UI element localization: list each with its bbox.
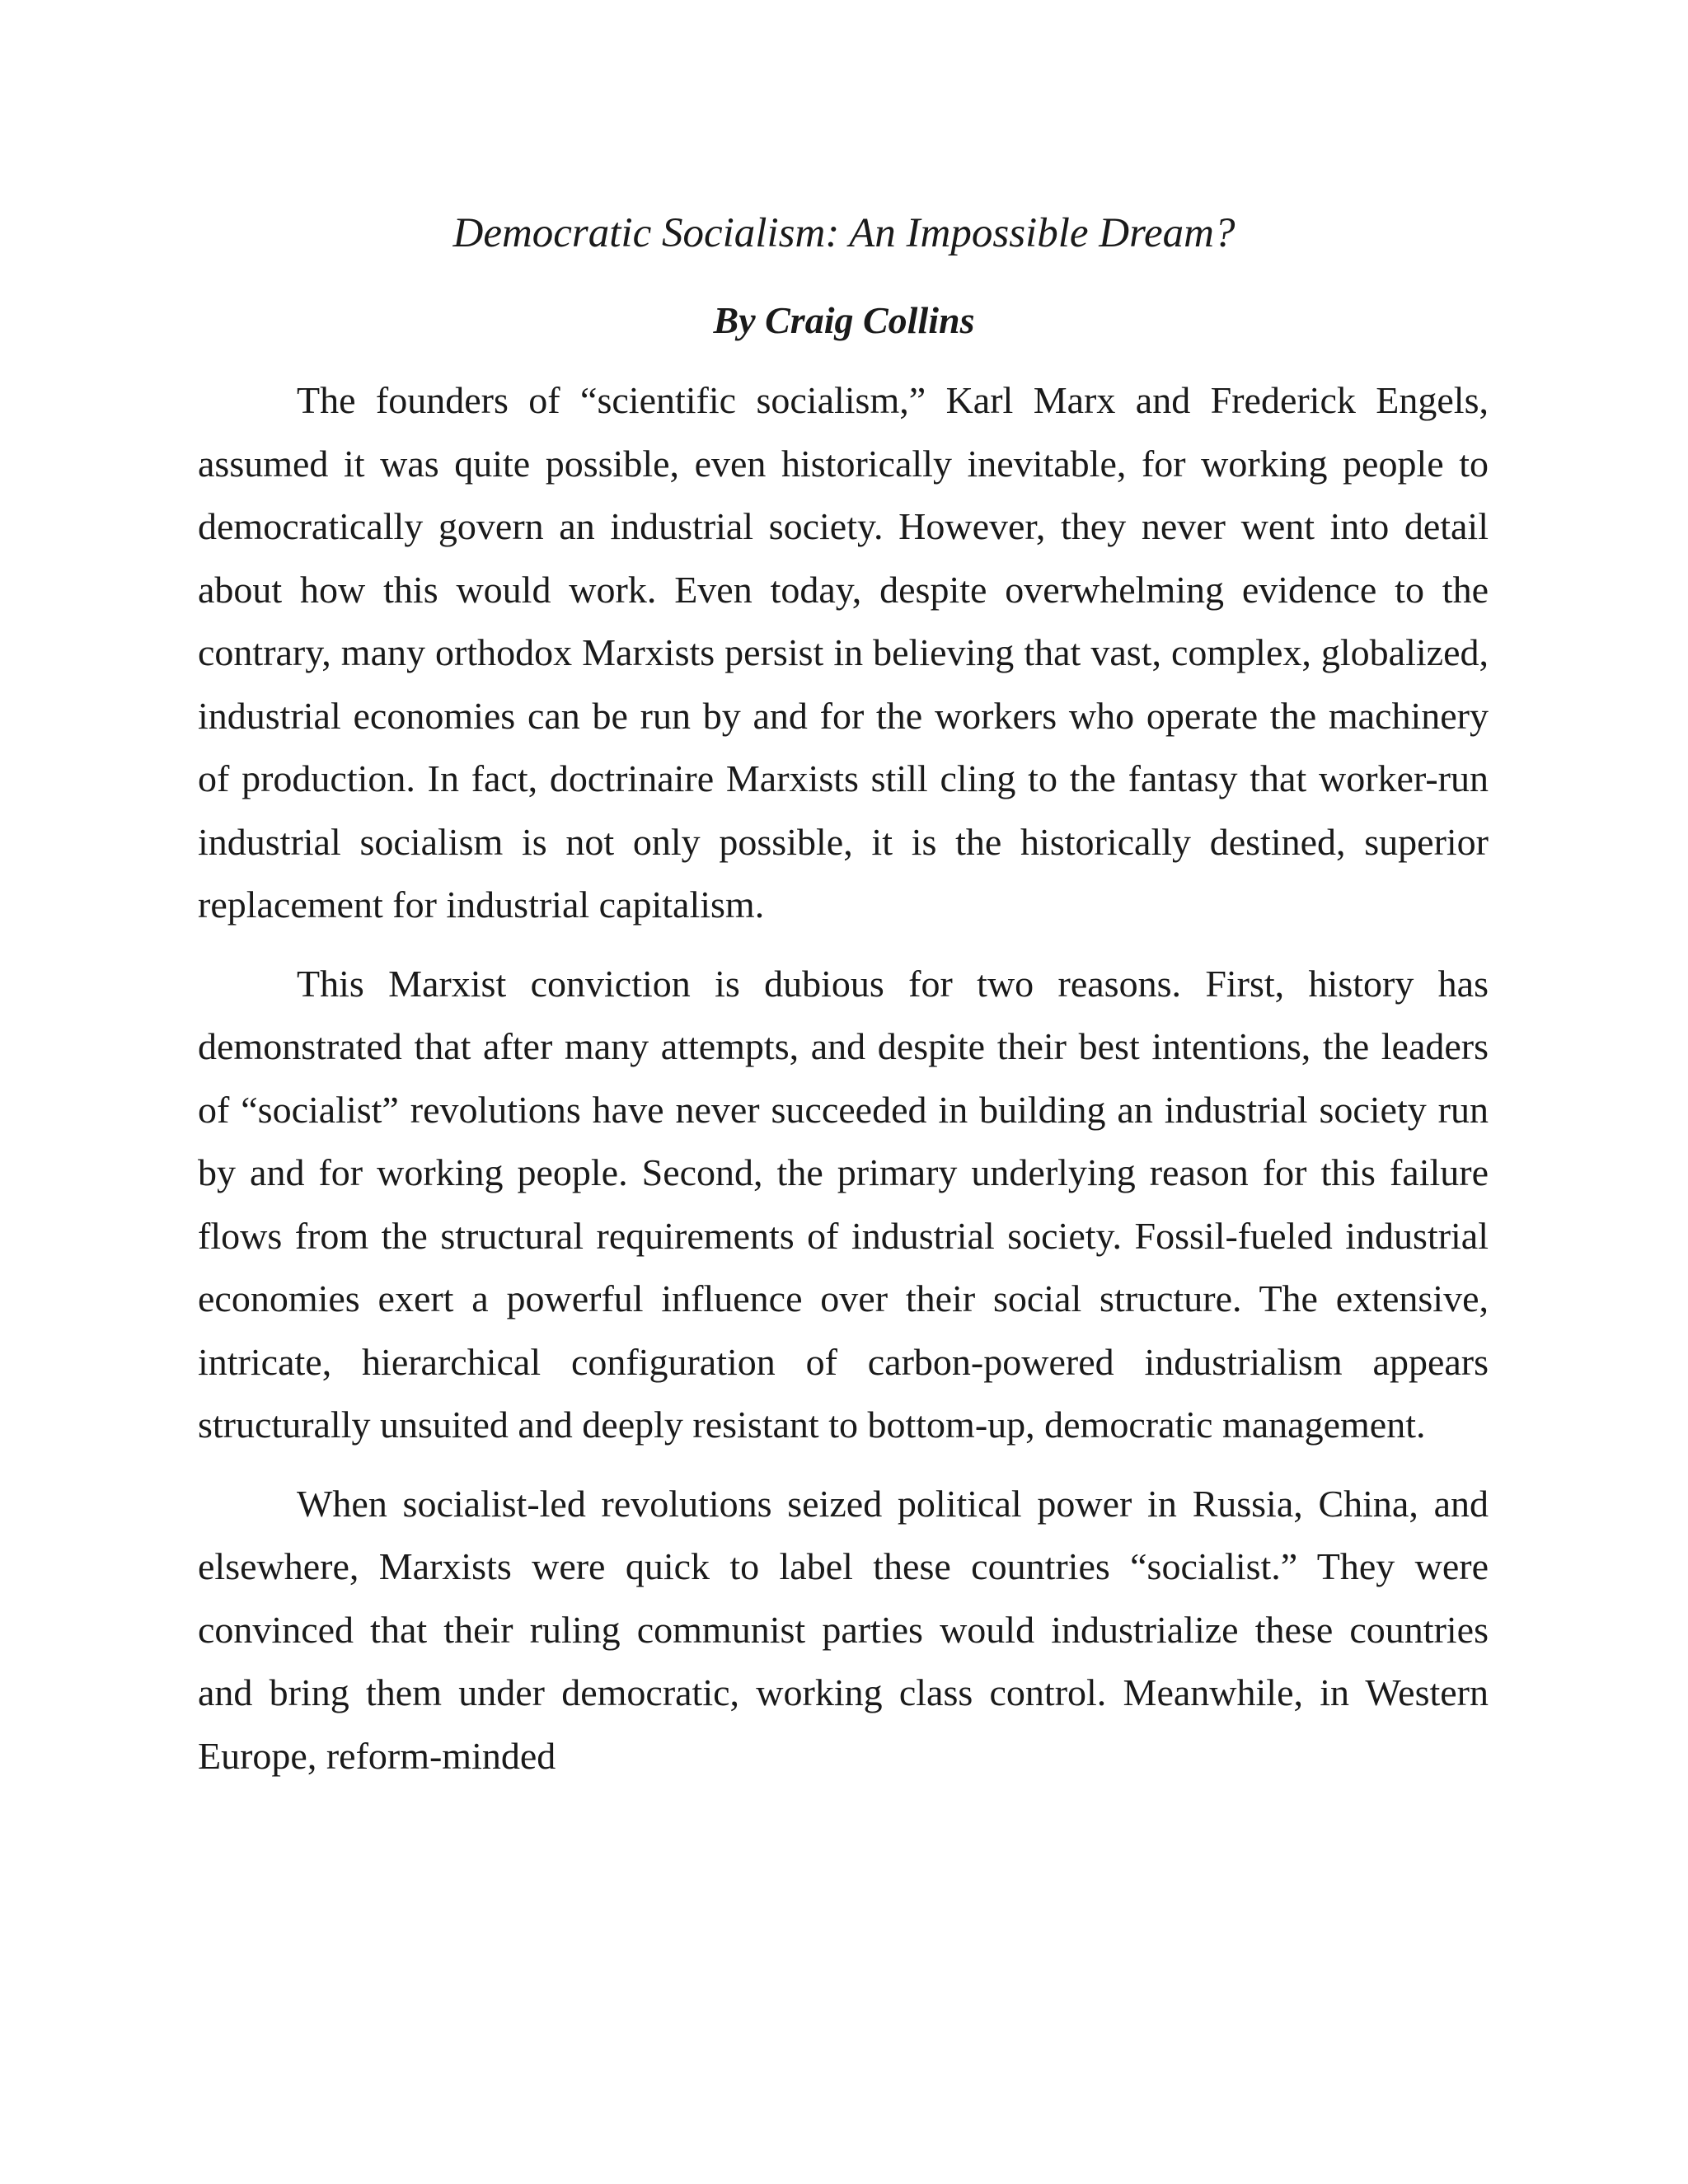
paragraph: This Marxist conviction is dubious for two reasons. First, history has demonstrated that after many attempts, and despite their best intentions, the leaders of “socialist” revolutions have never succeeded in building an industrial society run by and for working people. Second, the primary underlying reason for this failure flows from the structural requirements of industrial society. Fossil-fueled industrial economies exert a powerful influence over their social structure. The extensive, intricate, hierarchical configuration of carbon-powered industrialism appears structurally unsuited and deeply resistant to bottom-up, democratic management.: [198, 962, 1489, 1446]
document-body: [198, 369, 1489, 1803]
document-title: Democratic Socialism: An Impossible Dream?: [452, 210, 1236, 256]
paragraph: When socialist-led revolutions seized political power in Russia, China, and elsewhere, Marxists were quick to label these countries “socialist.” They were convinced that their ruling communist parties would industrialize these countries and bring them under democratic, working class control. Meanwhile, in Western Europe, reform-minded: [198, 1482, 1489, 1777]
paragraph: The founders of “scientific socialism,” Karl Marx and Frederick Engels, assumed it was quite possible, even historically inevitable, for working people to democratically govern an industrial society. However, they never went into detail about how this would work. Even today, despite overwhelming evidence to the contrary, many orthodox Marxists persist in believing that vast, complex, globalized, industrial economies can be run by and for the workers who operate the machinery of production. In fact, doctrinaire Marxists still cling to the fantasy that worker-run industrial socialism is not only possible, it is the historically destined, superior replacement for industrial capitalism.: [198, 379, 1489, 926]
author-byline: By Craig Collins: [713, 299, 975, 341]
